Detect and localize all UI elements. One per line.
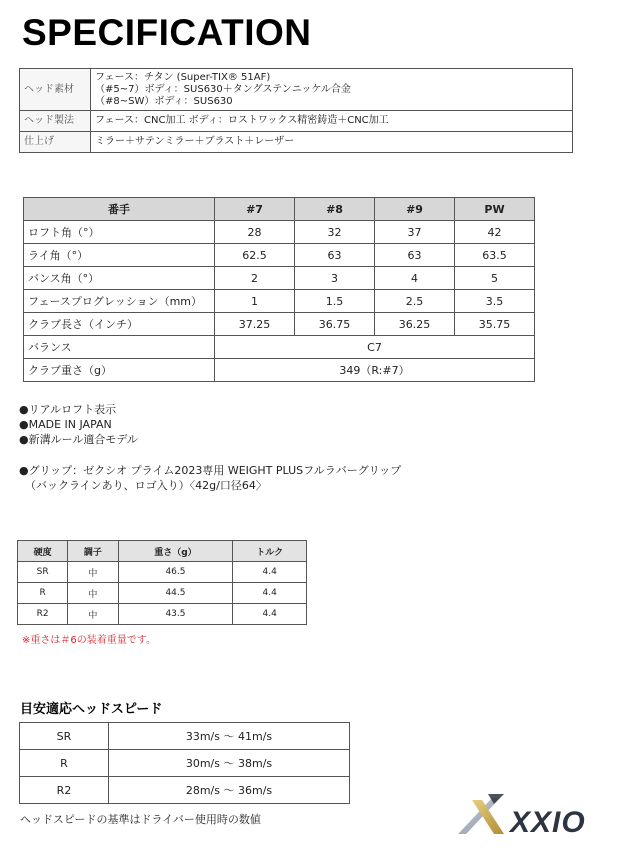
headspeed-table xyxy=(19,722,350,804)
spec-line: （#8~SW）ボディ：SUS630 xyxy=(95,95,233,107)
table-row xyxy=(24,336,535,359)
note-line: ●新溝ルール適合モデル xyxy=(19,433,138,446)
column-header: 重さ（g） xyxy=(118,541,233,562)
merged-cell: 349（R:#7） xyxy=(215,359,535,382)
cell: 2 xyxy=(215,267,295,290)
headspeed-footnote: ヘッドスピードの基準はドライバー使用時の数値 xyxy=(20,813,261,826)
row-label: クラブ長さ（インチ） xyxy=(24,313,215,336)
note-line: ●リアルロフト表示 xyxy=(19,403,117,416)
cell: 中 xyxy=(68,604,118,625)
page-title: SPECIFICATION xyxy=(22,12,312,53)
spec-label: 仕上げ xyxy=(20,132,91,153)
row-label: クラブ重さ（g） xyxy=(24,359,215,382)
cell: 4.4 xyxy=(233,562,307,583)
column-header: #7 xyxy=(215,198,295,221)
flex-cell: R xyxy=(20,750,109,777)
spec-table xyxy=(19,68,573,153)
cell: 中 xyxy=(68,562,118,583)
row-label: フェースプログレッション（mm） xyxy=(24,290,215,313)
cell: 63 xyxy=(375,244,455,267)
cell: 37 xyxy=(375,221,455,244)
cell: 3.5 xyxy=(455,290,535,313)
table-row xyxy=(18,562,307,583)
cell: 42 xyxy=(455,221,535,244)
cell: SR xyxy=(18,562,68,583)
xxio-logo xyxy=(448,790,628,840)
column-header: トルク xyxy=(233,541,307,562)
row-label: バンス角（°） xyxy=(24,267,215,290)
weight-note: ※重さは＃6の装着重量です。 xyxy=(22,635,156,646)
note-line: （バックラインあり、ロゴ入り）〈42g/口径64〉 xyxy=(25,479,267,492)
spec-value: フェース：CNC加工 ボディ：ロストワックス精密鋳造＋CNC加工 xyxy=(91,111,573,132)
logo-wordmark: XXIO xyxy=(510,806,586,839)
table-header-row xyxy=(18,541,307,562)
spec-value xyxy=(91,69,573,111)
shaft-table xyxy=(17,540,307,625)
table-row xyxy=(24,221,535,244)
cell: 63.5 xyxy=(455,244,535,267)
cell: 4.4 xyxy=(233,604,307,625)
cell: 3 xyxy=(295,267,375,290)
note-line: ●MADE IN JAPAN xyxy=(19,418,112,431)
row-label: ロフト角（°） xyxy=(24,221,215,244)
range-cell: 30m/s 〜 38m/s xyxy=(109,750,350,777)
grip-notes xyxy=(19,463,401,493)
cell: 1 xyxy=(215,290,295,313)
table-row xyxy=(20,723,350,750)
spec-label: ヘッド製法 xyxy=(20,111,91,132)
cell: 35.75 xyxy=(455,313,535,336)
spec-line: （#5~7）ボディ：SUS630＋タングステンニッケル合金 xyxy=(95,83,351,95)
flex-cell: R2 xyxy=(20,777,109,804)
cell: 63 xyxy=(295,244,375,267)
table-row xyxy=(24,244,535,267)
table-row xyxy=(20,777,350,804)
merged-cell: C7 xyxy=(215,336,535,359)
column-header: 硬度 xyxy=(18,541,68,562)
table-header-row xyxy=(24,198,535,221)
cell: 36.25 xyxy=(375,313,455,336)
column-header: PW xyxy=(455,198,535,221)
table-row xyxy=(24,313,535,336)
cell: 中 xyxy=(68,583,118,604)
cell: R xyxy=(18,583,68,604)
row-label: バランス xyxy=(24,336,215,359)
cell: 4 xyxy=(375,267,455,290)
spec-label: ヘッド素材 xyxy=(20,69,91,111)
column-header: #8 xyxy=(295,198,375,221)
table-row xyxy=(20,111,573,132)
spec-line: フェース：チタン (Super-TIX® 51AF) xyxy=(95,71,271,83)
table-row xyxy=(20,69,573,111)
feature-notes xyxy=(19,402,138,447)
table-row xyxy=(24,267,535,290)
cell: 46.5 xyxy=(118,562,233,583)
table-row xyxy=(18,604,307,625)
cell: 1.5 xyxy=(295,290,375,313)
cell: 5 xyxy=(455,267,535,290)
table-row xyxy=(20,132,573,153)
cell: 44.5 xyxy=(118,583,233,604)
cell: 28 xyxy=(215,221,295,244)
column-header: 番手 xyxy=(24,198,215,221)
cell: 2.5 xyxy=(375,290,455,313)
club-spec-table xyxy=(23,197,535,382)
column-header: 調子 xyxy=(68,541,118,562)
table-row xyxy=(24,359,535,382)
row-label: ライ角（°） xyxy=(24,244,215,267)
range-cell: 33m/s 〜 41m/s xyxy=(109,723,350,750)
table-row xyxy=(18,583,307,604)
flex-cell: SR xyxy=(20,723,109,750)
table-row xyxy=(24,290,535,313)
headspeed-title: 目安適応ヘッドスピード xyxy=(20,702,163,717)
cell: 4.4 xyxy=(233,583,307,604)
spec-value: ミラー＋サテンミラー＋ブラスト＋レーザー xyxy=(91,132,573,153)
note-line: ●グリップ：ゼクシオ プライム2023専用 WEIGHT PLUSフルラバーグリップ xyxy=(19,464,402,477)
cell: 62.5 xyxy=(215,244,295,267)
range-cell: 28m/s 〜 36m/s xyxy=(109,777,350,804)
cell: 36.75 xyxy=(295,313,375,336)
table-row xyxy=(20,750,350,777)
cell: 37.25 xyxy=(215,313,295,336)
column-header: #9 xyxy=(375,198,455,221)
cell: R2 xyxy=(18,604,68,625)
cell: 43.5 xyxy=(118,604,233,625)
cell: 32 xyxy=(295,221,375,244)
